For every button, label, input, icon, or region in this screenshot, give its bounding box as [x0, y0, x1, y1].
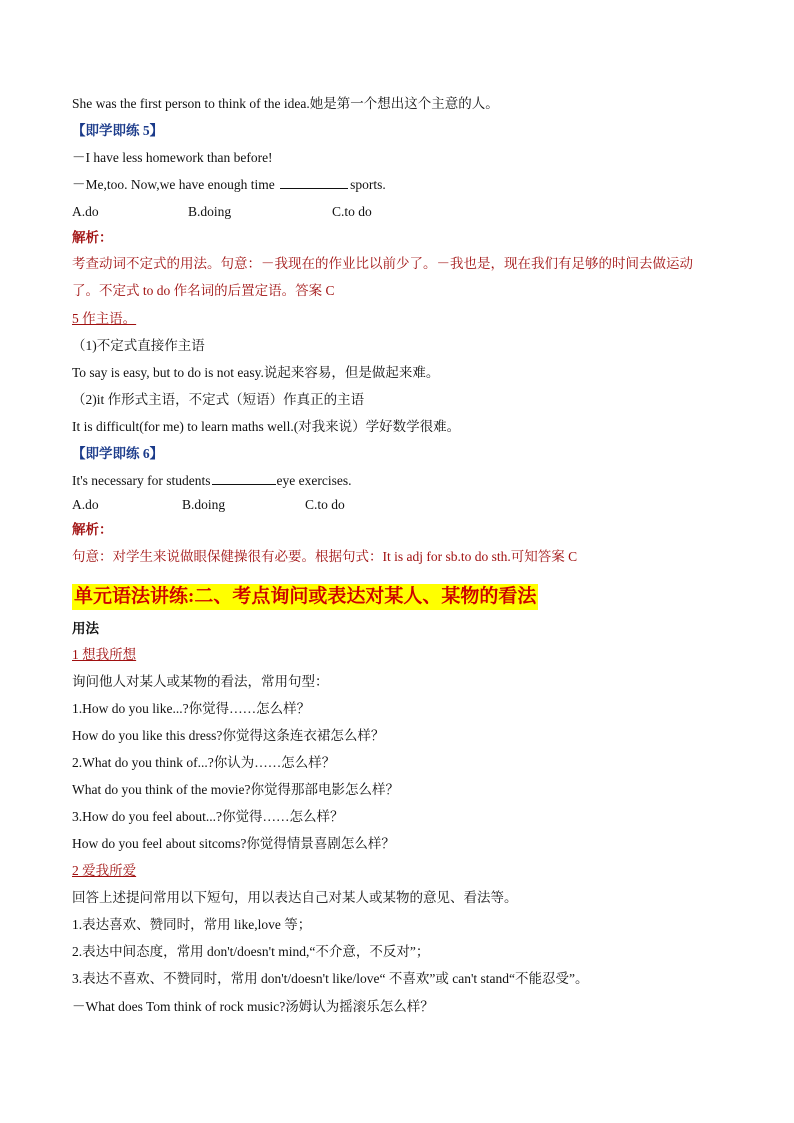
exercise-5-analysis-label: 解析：	[72, 230, 113, 245]
response-1: 1.表达喜欢、赞同时，常用 like,love 等；	[72, 917, 312, 932]
section-5-example-1: To say is easy, but to do is not easy.说起来容易，但是做起来难。	[72, 365, 440, 380]
option-a: A.do	[72, 497, 99, 512]
exercise-6-question-start: It's necessary for students	[72, 473, 211, 488]
section-5-point-2: （2)it 作形式主语，不定式（短语）作真正的主语	[72, 392, 365, 407]
option-c: C.to do	[332, 204, 372, 219]
answer-blank	[280, 176, 348, 189]
exercise-5-line-2-end: sports.	[350, 177, 386, 192]
example-sentence: She was the first person to think of the idea.她是第一个想出这个主意的人。	[72, 96, 499, 111]
exercise-5-line-2-start: －Me,too. Now,we have enough time	[72, 177, 275, 192]
answer-blank	[212, 472, 276, 485]
pattern-1-example: How do you like this dress?你觉得这条连衣裙怎么样？	[72, 728, 385, 743]
section-5-title: 5 作主语。	[72, 311, 137, 326]
section-5-point-1: （1)不定式直接作主语	[72, 338, 205, 353]
subsection-2-title: 2 爱我所爱	[72, 863, 137, 878]
unit-grammar-heading: 单元语法讲练:二、考点询问或表达对某人、某物的看法	[72, 584, 538, 610]
exercise-5-title: 【即学即练 5】	[72, 123, 164, 138]
exercise-6-analysis-label: 解析：	[72, 522, 113, 537]
response-3: 3.表达不喜欢、不赞同时，常用 don't/doesn't like/love“ 不喜欢”或 can't stand“不能忍受”。	[72, 971, 589, 986]
paragraph-2: 回答上述提问常用以下短句，用以表达自己对某人或某物的意见、看法等。	[72, 890, 518, 905]
response-2: 2.表达中间态度，常用 don't/doesn't mind,“不介意，不反对”；	[72, 944, 430, 959]
exercise-6-analysis: 句意：对学生来说做眼保健操很有必要。根据句式：It is adj for sb.to do sth.可知答案 C	[72, 549, 578, 564]
paragraph-1: 询问他人对某人或某物的看法，常用句型：	[72, 674, 329, 689]
exercise-5-analysis-1: 考查动词不定式的用法。句意：－我现在的作业比以前少了。－我也是，现在我们有足够的时间去做运动	[72, 256, 693, 271]
exercise-5-analysis-2: 了。不定式 to do 作名词的后置定语。答案 C	[72, 283, 335, 298]
exercise-5-line-2	[72, 176, 386, 194]
exercise-6-title: 【即学即练 6】	[72, 446, 164, 461]
option-a: A.do	[72, 204, 99, 219]
subsection-1-title: 1 想我所想	[72, 647, 137, 662]
pattern-1: 1.How do you like...?你觉得……怎么样？	[72, 701, 311, 716]
pattern-2: 2.What do you think of...?你认为……怎么样？	[72, 755, 336, 770]
exercise-5-line-1: －I have less homework than before!	[72, 150, 273, 165]
usage-label: 用法	[72, 621, 99, 636]
dialogue-line: －What does Tom think of rock music?汤姆认为摇滚乐怎么样？	[72, 999, 434, 1014]
option-b: B.doing	[188, 204, 232, 219]
pattern-3-example: How do you feel about sitcoms?你觉得情景喜剧怎么样？	[72, 836, 395, 851]
pattern-3: 3.How do you feel about...?你觉得……怎么样？	[72, 809, 344, 824]
pattern-2-example: What do you think of the movie?你觉得那部电影怎么样？	[72, 782, 399, 797]
option-c: C.to do	[305, 497, 345, 512]
option-b: B.doing	[182, 497, 226, 512]
exercise-6-question	[72, 472, 352, 490]
exercise-6-question-end: eye exercises.	[276, 473, 352, 488]
section-5-example-2: It is difficult(for me) to learn maths well.(对我来说）学好数学很难。	[72, 419, 461, 434]
